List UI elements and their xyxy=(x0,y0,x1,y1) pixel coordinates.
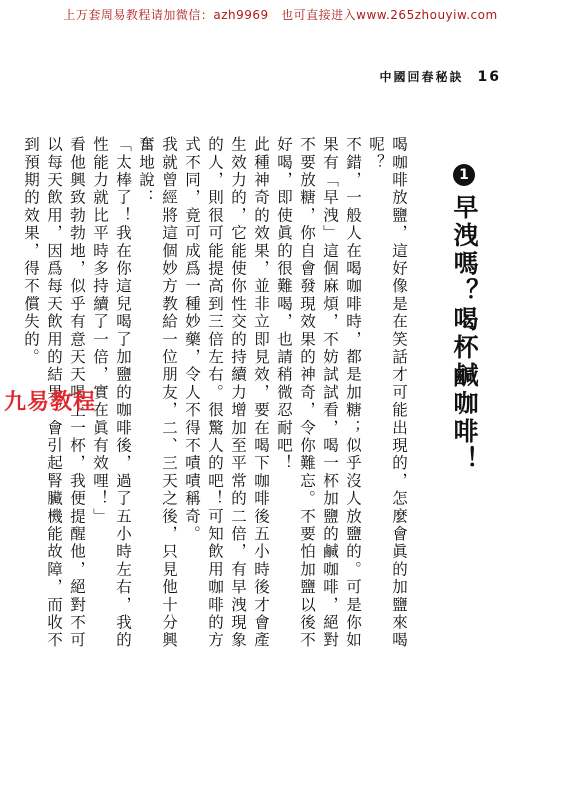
paragraph-quote: 「太棒了！我在你這兒喝了加鹽的咖啡後，過了五小時左右，我的性能力就比平時多持續了一倍，實在眞有效哩！」 xyxy=(91,136,132,650)
page-number: 16 xyxy=(477,69,501,85)
section-number: 1 xyxy=(453,164,475,186)
paragraph: 看他興致勃勃地，似乎有意天天喝上一杯，我便提醒他，絕對不可以每天飲用，因爲每天飲用的結果，會引起腎臟機能故障，而收不到預期的效果，得不償失的。 xyxy=(22,136,86,650)
top-banner: 上万套周易教程请加微信：azh9969 也可直接进入www.265zhouyiw.com xyxy=(63,8,498,22)
book-title: 中國回春秘訣 xyxy=(379,70,464,84)
paragraph: 不錯，一般人在喝咖啡時，都是加糖；似乎沒人放鹽的。可是你如果有「早洩」這個麻煩，不妨試試看，喝一杯加鹽的鹹咖啡，絕對不要放糖，你自會發現效果的神奇，令你難忘。不要怕加鹽以後不好喝，即使眞的很難喝，也請稍微忍耐吧！ xyxy=(275,136,362,650)
section-heading xyxy=(446,164,482,474)
paragraph: 此種神奇的效果，並非立即見效，要在喝下咖啡後五小時後才會產生效力的，它能使你性交的持續力增加至平常的二倍，有早洩現象的人，則很可能提高到三倍左右。很驚人的吧！可知飲用咖啡的方式不同，竟可成爲一種妙藥，令人不得不嘖嘖稱奇。 xyxy=(183,136,270,650)
watermark: 九易教程 xyxy=(4,390,97,415)
paragraph: 喝咖啡放鹽，這好像是在笑話才可能出現的，怎麼會眞的加鹽來喝呢？ xyxy=(367,136,408,650)
running-header xyxy=(380,68,502,85)
paragraph: 我就曾經將這個妙方教給一位朋友，二、三天之後，只見他十分興奮地說： xyxy=(137,136,178,650)
section-title: 早洩嗎？喝杯鹹咖啡！ xyxy=(450,194,479,474)
